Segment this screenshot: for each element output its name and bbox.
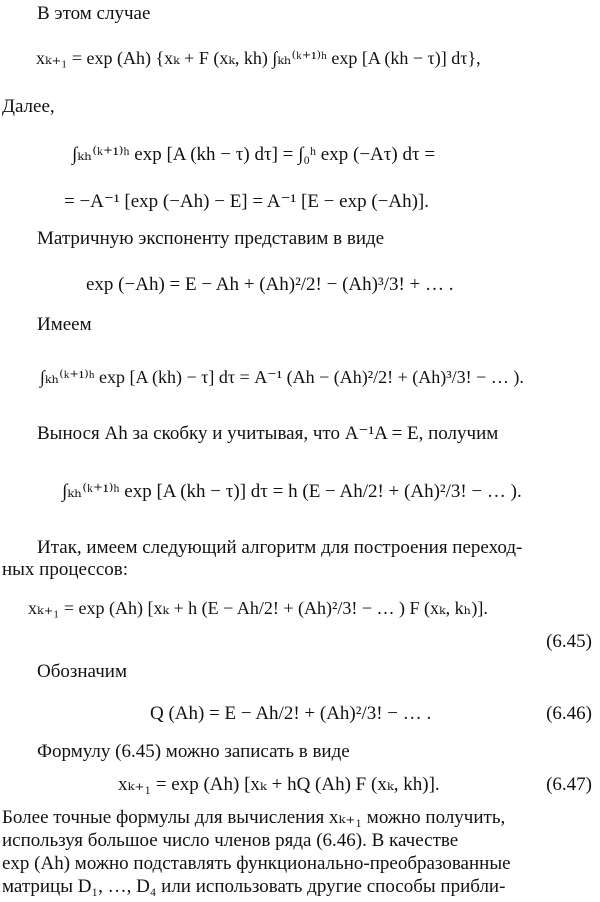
equation-8: xₖ₊₁ = exp (Ah) [xₖ + hQ (Ah) F (xₖ, kh)].: [118, 774, 440, 795]
equation-4: ∫ₖₕ⁽ᵏ⁺¹⁾ʰ exp [A (kh) − τ] dτ = A⁻¹ (Ah − (Ah)²/2! + (Ah)³/3! − … ).: [40, 367, 524, 387]
equation-7: Q (Ah) = E − Ah/2! + (Ah)²/3! − … .: [150, 703, 432, 724]
equation-2-line-2: = −A⁻¹ [exp (−Ah) − E] = A⁻¹ [E − exp (−Ah)].: [64, 191, 429, 212]
formula-line: Формулу (6.45) можно записать в виде: [37, 741, 350, 762]
equation-8-number: (6.47): [546, 774, 592, 795]
equation-7-number: (6.46): [546, 703, 592, 724]
final-paragraph-line: матрицы D₁, …, D₄ или использовать другие способы прибли-: [2, 876, 506, 897]
final-paragraph: [2, 806, 594, 898]
final-paragraph-line: Более точные формулы для вычисления xₖ₊₁ можно получить,: [2, 807, 506, 828]
algorithm-line-2: ных процессов:: [2, 559, 129, 580]
equation-3: exp (−Ah) = E − Ah + (Ah)²/2! − (Ah)³/3! + … .: [86, 274, 454, 295]
final-paragraph-line: используя большое число членов ряда (6.46). В качестве: [2, 830, 459, 851]
equation-2-line-1: ∫ₖₕ⁽ᵏ⁺¹⁾ʰ exp [A (kh − τ) dτ] = ∫₀ʰ exp (−Aτ) dτ =: [72, 144, 436, 165]
equation-1: xₖ₊₁ = exp (Ah) {xₖ + F (xₖ, kh) ∫ₖₕ⁽ᵏ⁺¹⁾ʰ exp [A (kh − τ)] dτ},: [36, 48, 481, 68]
algorithm-line-1: Итак, имеем следующий алгоритм для построения переход-: [37, 537, 523, 558]
have-line: Имеем: [37, 314, 92, 335]
factor-line: Вынося Ah за скобку и учитывая, что A⁻¹A = E, получим: [37, 423, 499, 444]
final-paragraph-line: exp (Ah) можно подставлять функционально-преобразованные: [2, 853, 511, 874]
equation-6: xₖ₊₁ = exp (Ah) [xₖ + h (E − Ah/2! + (Ah)²/3! − … ) F (xₖ, kₕ)].: [28, 598, 488, 618]
matrix-exponent-line: Матричную экспоненту представим в виде: [37, 228, 385, 249]
equation-5: ∫ₖₕ⁽ᵏ⁺¹⁾ʰ exp [A (kh − τ)] dτ = h (E − Ah/2! + (Ah)²/3! − … ).: [62, 481, 522, 502]
denote-line: Обозначим: [37, 661, 127, 682]
intro-line: В этом случае: [37, 3, 151, 24]
equation-6-number: (6.45): [546, 631, 592, 652]
further-label: Далее,: [2, 96, 55, 117]
